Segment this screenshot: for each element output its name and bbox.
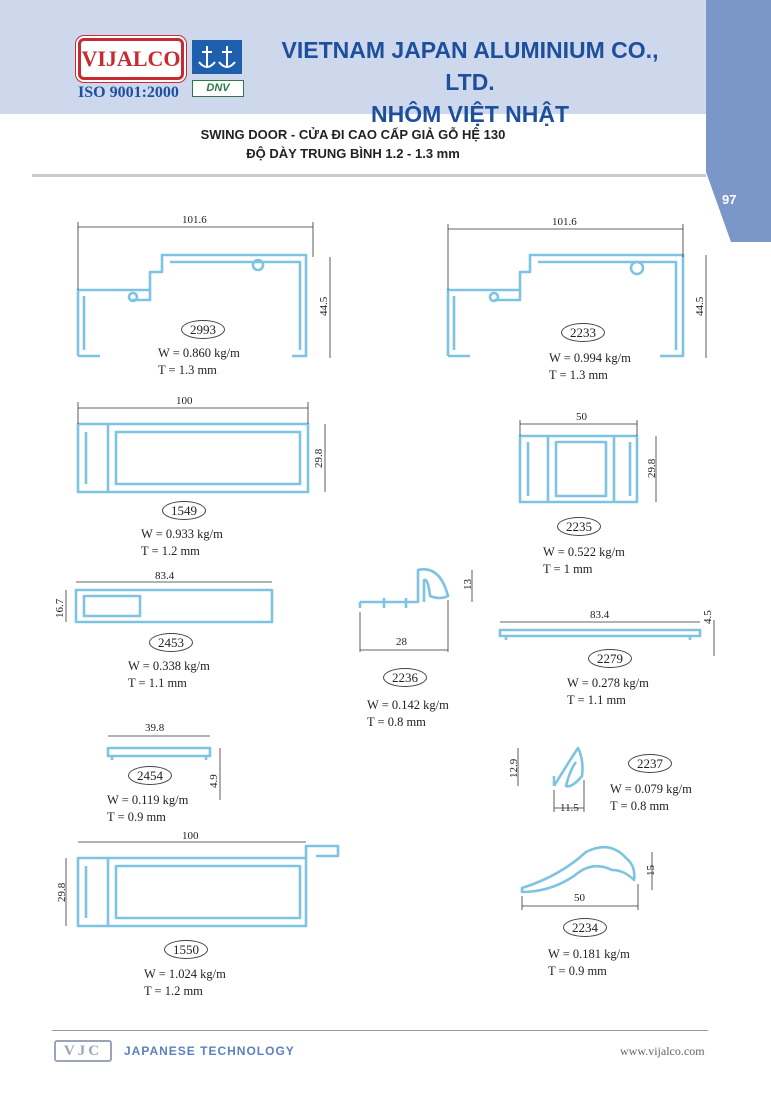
dimension: 16.7 <box>54 598 66 618</box>
dimension: 12.9 <box>508 758 520 778</box>
dimension: 44.5 <box>694 296 706 316</box>
dimension: 100 <box>182 830 199 842</box>
dimension: 50 <box>576 411 587 423</box>
dimension: 101.6 <box>182 214 207 226</box>
profile-spec: W = 0.119 kg/m T = 0.9 mm <box>107 793 189 824</box>
company-line-2: NHÔM VIỆT NHẬT <box>370 101 570 127</box>
profile-spec: W = 0.181 kg/m T = 0.9 mm <box>548 947 630 978</box>
dimension: 4.5 <box>702 610 714 624</box>
dimension: 83.4 <box>590 609 610 621</box>
dimension: 28 <box>396 636 407 648</box>
dimension: 100 <box>176 395 193 407</box>
dimension: 44.5 <box>318 296 330 316</box>
profile-2453-shape <box>76 590 272 622</box>
profile-2237-shape <box>554 748 583 786</box>
dimension: 11.5 <box>560 802 579 814</box>
vijalco-logo: VIJALCO <box>78 38 184 80</box>
profile-spec: W = 1.024 kg/m T = 1.2 mm <box>144 967 226 998</box>
catalog-title: SWING DOOR - CỬA ĐI CAO CẤP GIẢ GỖ HỆ 130 <box>200 127 506 142</box>
dimension: 39.8 <box>145 722 165 734</box>
profile-code: 2454 <box>128 766 172 785</box>
profile-code: 2233 <box>561 323 605 342</box>
profile-2993-shape <box>78 255 306 356</box>
profile-code: 2993 <box>181 320 225 339</box>
profile-spec: W = 0.142 kg/m T = 0.8 mm <box>367 698 449 729</box>
dimension: 29.8 <box>313 448 325 468</box>
profile-spec: W = 0.860 kg/m T = 1.3 mm <box>158 346 240 377</box>
dimension: 83.4 <box>155 570 175 582</box>
vjc-logo: VJC <box>54 1040 112 1062</box>
company-line-1: VIETNAM JAPAN ALUMINIUM CO., LTD. <box>281 37 659 95</box>
profile-code: 1549 <box>162 501 206 520</box>
profile-code: 1550 <box>164 940 208 959</box>
page-number: 97 <box>722 192 737 207</box>
profile-code: 2453 <box>149 633 193 652</box>
profile-2236-shape <box>360 569 448 608</box>
profile-code: 2236 <box>383 668 427 687</box>
profile-2234-shape <box>522 847 634 892</box>
profile-code: 2234 <box>563 918 607 937</box>
profile-spec: W = 0.079 kg/m T = 0.8 mm <box>610 782 692 813</box>
dimension: 29.8 <box>56 882 68 902</box>
profile-2235-shape <box>520 436 637 502</box>
profile-code: 2235 <box>557 517 601 536</box>
profile-2279-shape <box>500 630 700 640</box>
profile-2233-shape <box>448 255 683 356</box>
iso-label: ISO 9001:2000 <box>78 84 179 101</box>
dimension: 13 <box>462 579 474 590</box>
dimension: 29.8 <box>646 458 658 478</box>
dimension: 50 <box>574 892 585 904</box>
profile-code: 2279 <box>588 649 632 668</box>
dimension: 15 <box>645 865 657 876</box>
profile-1550-shape <box>78 846 338 926</box>
profile-spec: W = 0.994 kg/m T = 1.3 mm <box>549 351 631 382</box>
profile-spec: W = 0.522 kg/m T = 1 mm <box>543 545 625 576</box>
profile-spec: W = 0.278 kg/m T = 1.1 mm <box>567 676 649 707</box>
footer-divider <box>52 1030 708 1031</box>
profile-2454-shape <box>108 748 210 760</box>
footer-tagline: JAPANESE TECHNOLOGY <box>124 1044 295 1058</box>
profile-spec: W = 0.933 kg/m T = 1.2 mm <box>141 527 223 558</box>
dnv-mark: DNV <box>192 80 244 97</box>
website-link[interactable]: www.vijalco.com <box>620 1044 705 1058</box>
profile-1549-shape <box>78 424 308 492</box>
catalog-subtitle: ĐỘ DÀY TRUNG BÌNH 1.2 - 1.3 mm <box>246 146 460 161</box>
profile-code: 2237 <box>628 754 672 773</box>
profile-spec: W = 0.338 kg/m T = 1.1 mm <box>128 659 210 690</box>
dimension: 101.6 <box>552 216 577 228</box>
dimension: 4.9 <box>208 774 220 788</box>
